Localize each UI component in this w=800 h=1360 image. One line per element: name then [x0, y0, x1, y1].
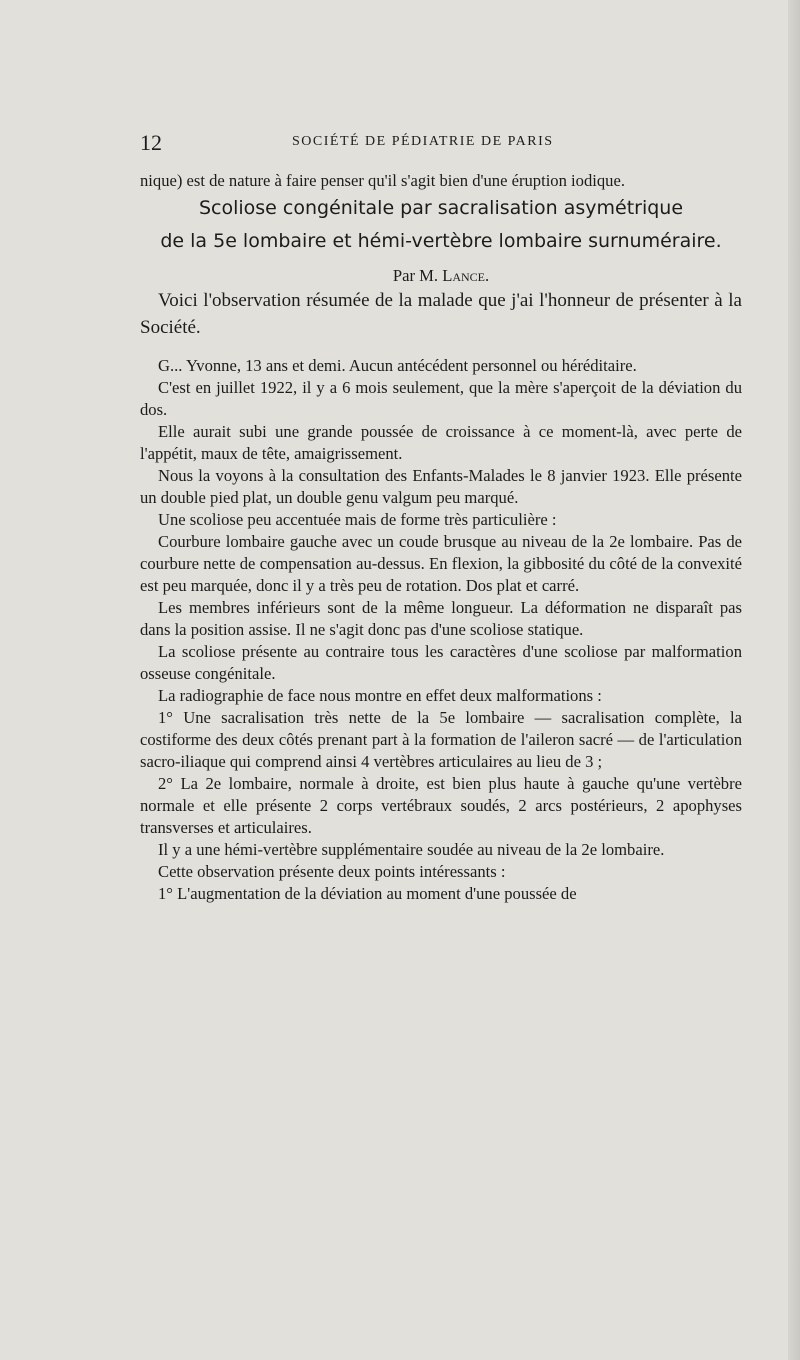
paragraph: Nous la voyons à la consultation des Enfants-Malades le 8 janvier 1923. Elle présente un double pied plat, un double genu valgum peu marqué.: [140, 466, 742, 507]
article-title-line-2: de la 5e lombaire et hémi-vertèbre lombaire surnuméraire.: [160, 230, 722, 252]
article-title: [140, 192, 742, 258]
paragraph: Cette observation présente deux points intéressants :: [158, 862, 506, 881]
paragraph: G... Yvonne, 13 ans et demi. Aucun antécédent personnel ou héréditaire.: [158, 356, 637, 375]
paragraph: La radiographie de face nous montre en effet deux malformations :: [158, 686, 602, 705]
paragraph: Il y a une hémi-vertèbre supplémentaire soudée au niveau de la 2e lombaire.: [158, 840, 665, 859]
intro-paragraph: Voici l'observation résumée de la malade que j'ai l'honneur de présenter à la Société.: [140, 290, 742, 338]
paragraph: Les membres inférieurs sont de la même longueur. La déformation ne disparaît pas dans la position assise. Il ne s'agit donc pas d'une scoliose statique.: [140, 598, 742, 639]
running-head: SOCIÉTÉ DE PÉDIATRIE DE PARIS: [292, 134, 554, 149]
paragraph: 2° La 2e lombaire, normale à droite, est bien plus haute à gauche qu'une vertèbre normale et elle présente 2 corps vertébraux soudés, 2 arcs postérieurs, 2 apophyses transverses et articulaires.: [140, 774, 742, 837]
paragraph: C'est en juillet 1922, il y a 6 mois seulement, que la mère s'aperçoit de la déviation du dos.: [140, 378, 742, 419]
continued-fragment: nique) est de nature à faire penser qu'il s'agit bien d'une éruption iodique.: [140, 171, 625, 190]
paragraph: Courbure lombaire gauche avec un coude brusque au niveau de la 2e lombaire. Pas de courbure nette de compensation au-dessus. En flexion, la gibbosité du côté de la convexité est peu marquée, donc il y a très peu de rotation. Dos plat et carré.: [140, 532, 742, 595]
paragraph: Une scoliose peu accentuée mais de forme très particulière :: [158, 510, 557, 529]
page-edge-shadow: [788, 0, 800, 1360]
paragraph: 1° Une sacralisation très nette de la 5e lombaire — sacralisation complète, la costiforme des deux côtés prenant part à la formation de l'aileron sacré — de l'articulation sacro-iliaque qui comprend ainsi 4 vertèbres articulaires au lieu de 3 ;: [140, 708, 742, 771]
article-byline: [140, 265, 742, 287]
byline-author: Lance.: [442, 266, 490, 285]
page-header: [140, 130, 740, 160]
page-number: 12: [140, 130, 162, 155]
page-body: [140, 170, 742, 905]
byline-prefix: Par M.: [392, 266, 439, 285]
paragraph: 1° L'augmentation de la déviation au moment d'une poussée de: [158, 884, 577, 903]
article-title-line-1: Scoliose congénitale par sacralisation asymétrique: [198, 197, 684, 219]
paragraph: Elle aurait subi une grande poussée de croissance à ce moment-là, avec perte de l'appétit, maux de tête, amaigrissement.: [140, 422, 742, 463]
paragraph: La scoliose présente au contraire tous les caractères d'une scoliose par malformation osseuse congénitale.: [140, 642, 742, 683]
